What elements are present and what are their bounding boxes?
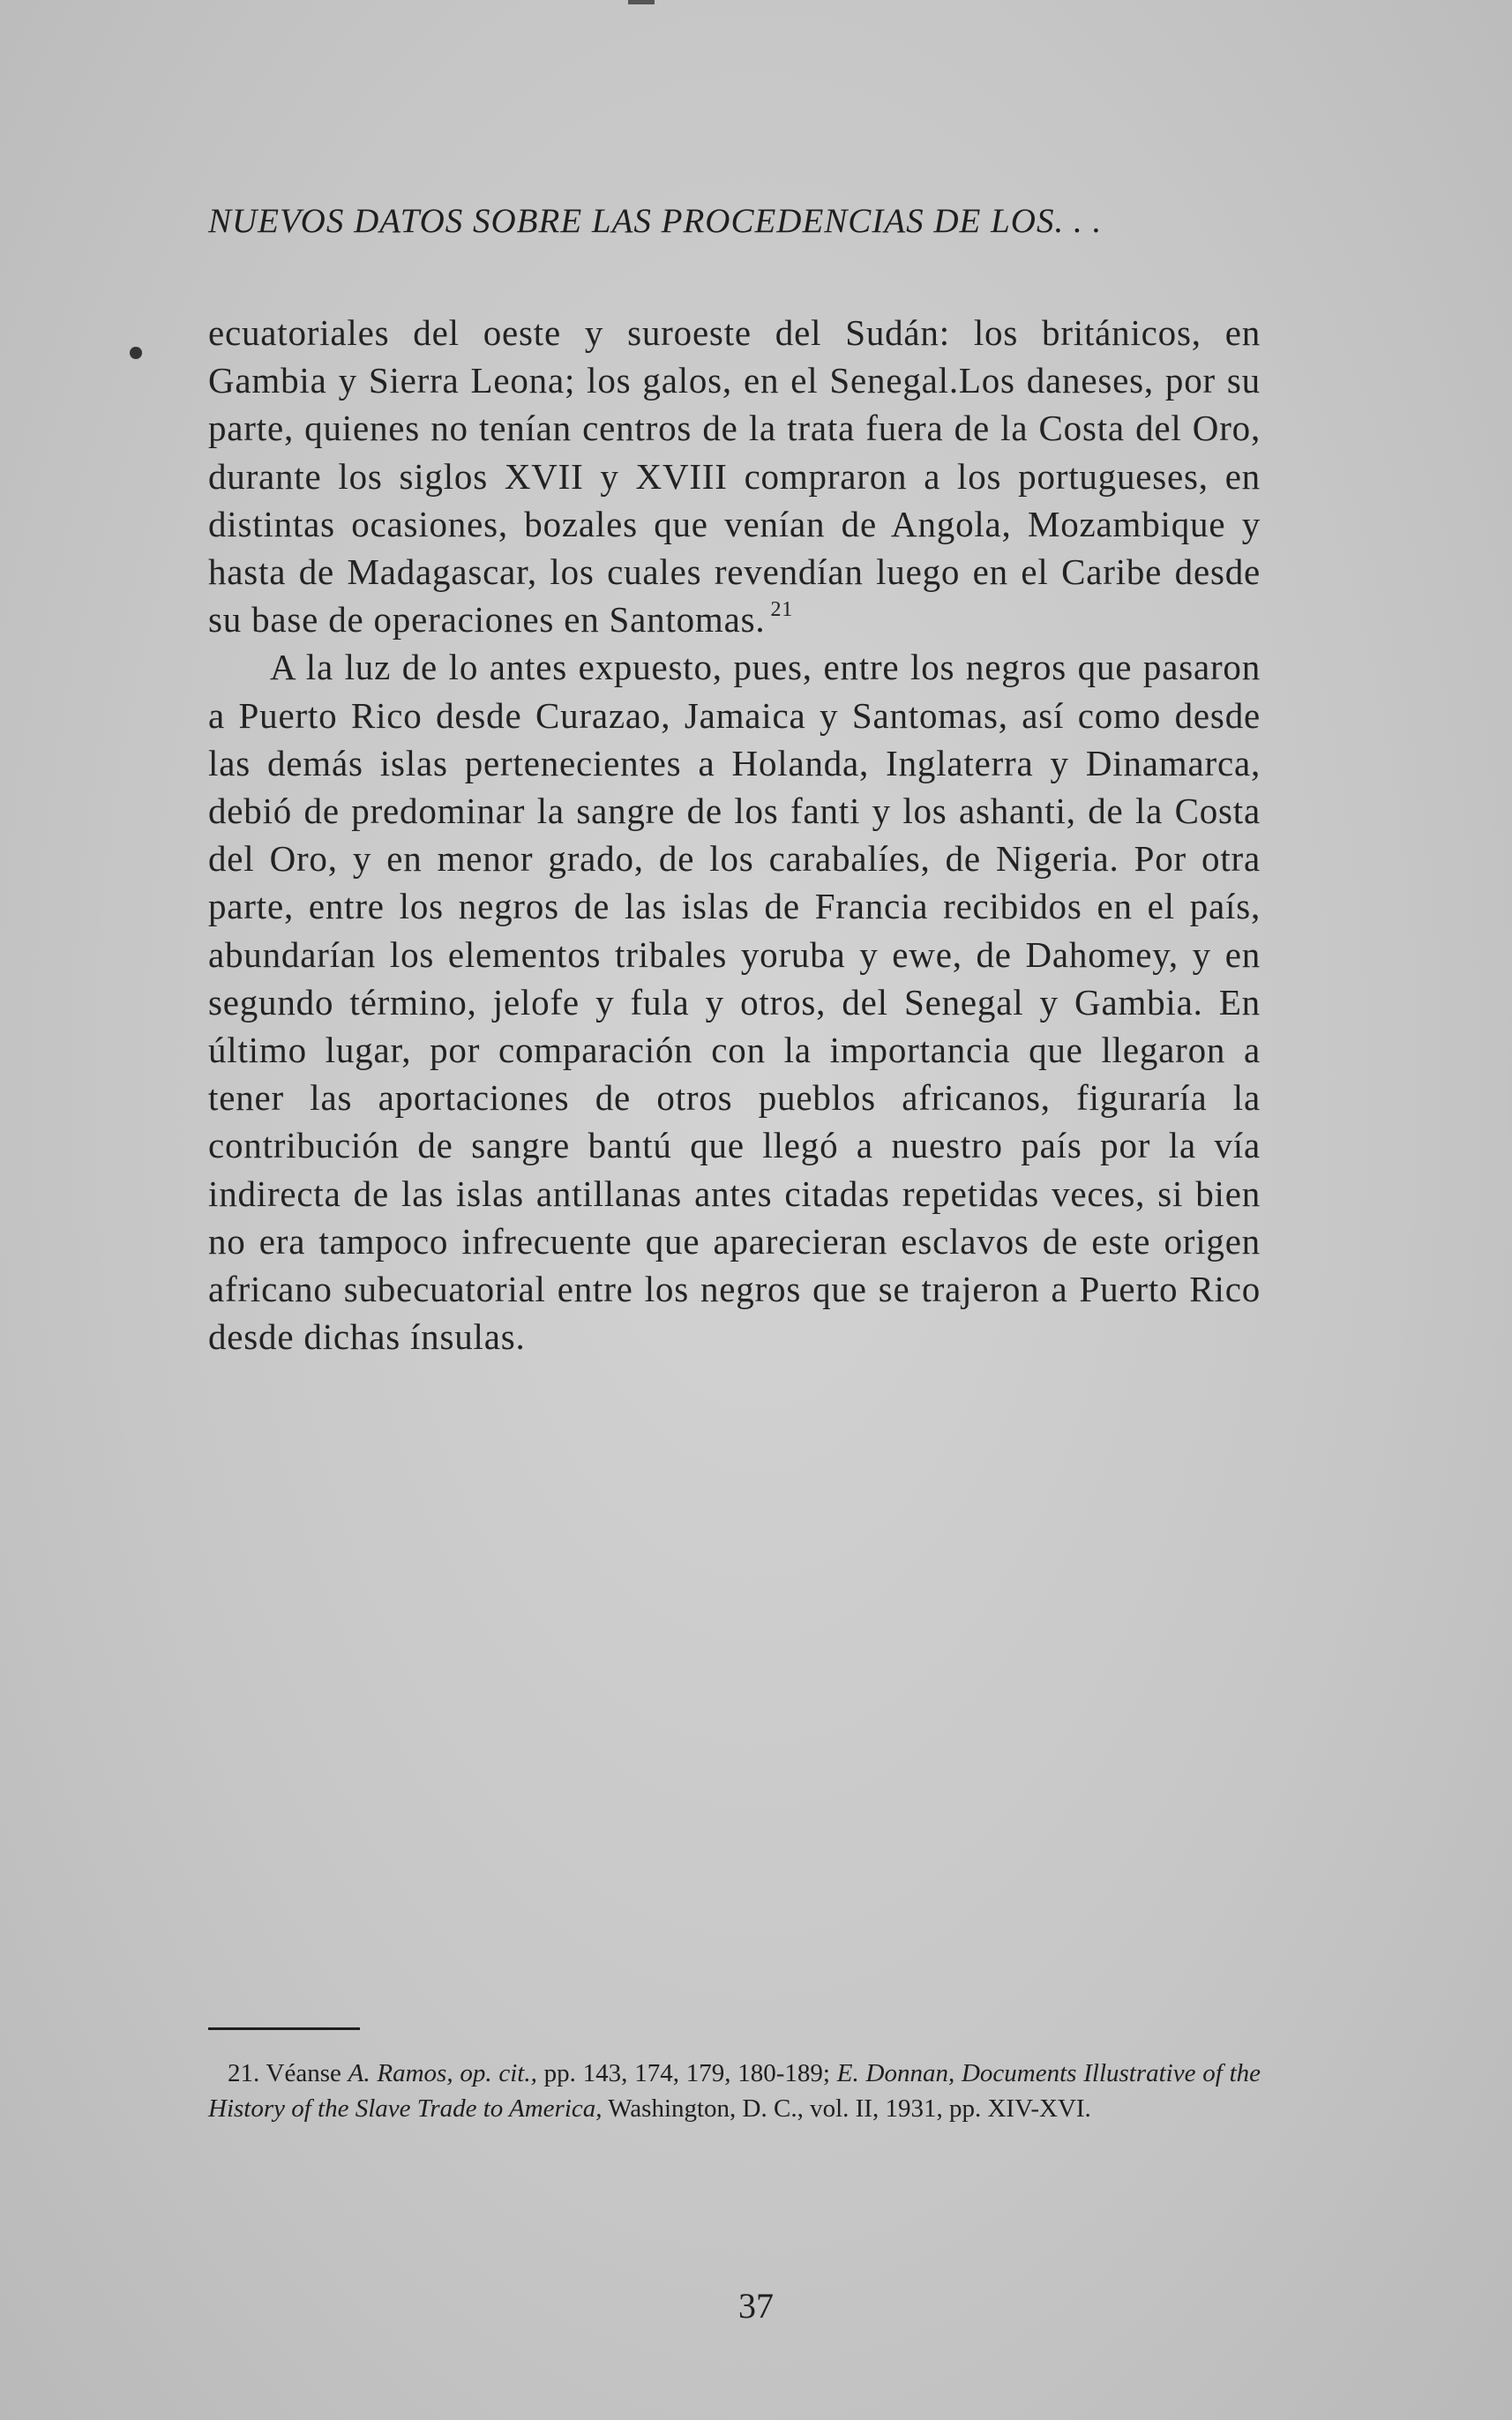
footnote-text: Washington, D. C., vol. II, 1931, pp. XIV-XVI. [608, 2094, 1091, 2123]
footnotes [208, 2056, 1261, 2126]
page-number: 37 [738, 2286, 774, 2326]
main-text [208, 309, 1261, 1360]
footnote-divider [208, 2027, 360, 2030]
footnote-reference[interactable]: 21 [770, 598, 794, 622]
footnote-citation: A. Ramos, op. cit., [348, 2059, 537, 2087]
scan-edge-mark [628, 0, 655, 4]
footnote-citation: E. Donnan, Documents Illustrative of the History of the Slave Trade to America, [208, 2059, 1261, 2123]
footnote-21 [208, 2056, 1261, 2126]
ink-dot [130, 347, 142, 359]
paragraph-1 [208, 309, 1261, 643]
footnote-number: 21. [228, 2059, 260, 2087]
paragraph-2: A la luz de lo antes expuesto, pues, entre los negros que pasaron a Puerto Rico desde Curazao, Jamaica y Santomas, así como desde las demás islas pertenecientes a Holanda, Inglaterra y Dinamarca, debió de predominar la sangre de los fanti y los ashanti, de la Costa del Oro, y en menor grado, de los carabalíes, de Nigeria. Por otra parte, entre los negros de las islas de Francia recibidos en el país, abundarían los elementos tribales yoruba y ewe, de Dahomey, y en segundo término, jelofe y fula y otros, del Senegal y Gambia. En último lugar, por comparación con la importancia que llegaron a tener las aportaciones de otros pueblos africanos, figuraría la contribución de sangre bantú que llegó a nuestro país por la vía indirecta de las islas antillanas antes citadas repetidas veces, si bien no era tampoco infrecuente que aparecieran esclavos de este origen africano subecuatorial entre los negros que se trajeron a Puerto Rico desde dichas ínsulas. [208, 647, 1261, 1358]
paragraph-1-text: ecuatoriales del oeste y suroeste del Sudán: los británicos, en Gambia y Sierra Leona; los galos, en el Senegal.Los daneses, por su parte, quienes no tenían centros de la trata fuera de la Costa del Oro, durante los siglos XVII y XVIII compraron a los portugueses, en distintas ocasiones, bozales que venían de Angola, Mozambique y hasta de Madagascar, los cuales revendían luego en el Caribe desde su base de operaciones en Santomas. [208, 312, 1261, 641]
running-title: NUEVOS DATOS SOBRE LAS PROCEDENCIAS DE LOS. . . [208, 202, 1103, 240]
footnote-text: Véanse [266, 2059, 341, 2087]
footnote-text: pp. 143, 174, 179, 180-189; [543, 2059, 830, 2087]
